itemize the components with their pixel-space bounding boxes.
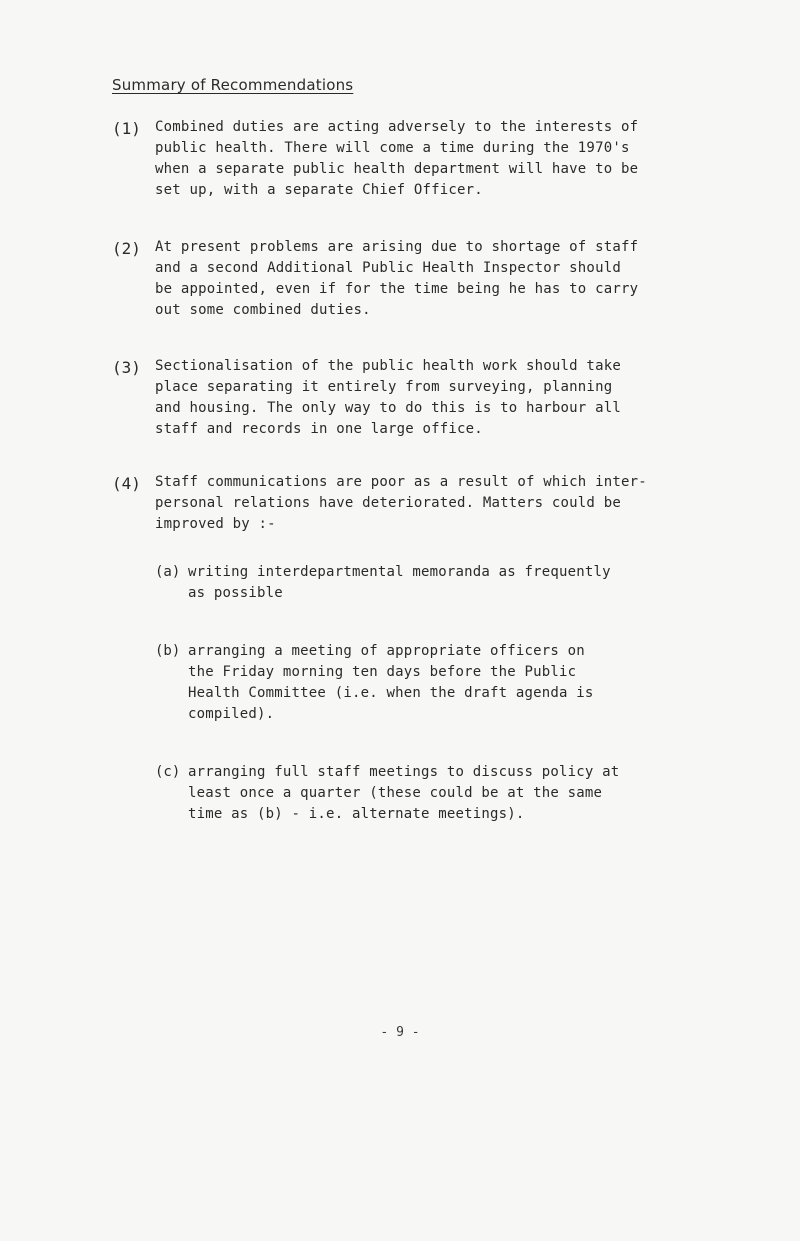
subitem-b-label: (b) [155,643,181,659]
item-4-number: (4) [112,474,141,493]
subitem-b-text: arranging a meeting of appropriate officers on the Friday morning ten days before the Public Health Committee (i.e. when the draft agenda is compiled). [188,643,594,722]
item-2-text: At present problems are arising due to shortage of staff and a second Additional Public Health Inspector should be appointed, even if for the time being he has to carry out some combined duties. [155,239,639,318]
subitem-c-label: (c) [155,764,181,780]
subitem-a-label: (a) [155,564,181,580]
item-2-number: (2) [112,239,141,258]
item-4-text: Staff communications are poor as a result of which inter- personal relations have deteriorated. Matters could be improved by :- [155,474,647,532]
page-title: Summary of Recommendations [112,76,354,94]
item-1-number: (1) [112,119,141,138]
subitem-a-text: writing interdepartmental memoranda as frequently as possible [188,564,611,601]
subitem-c-text: arranging full staff meetings to discuss policy at least once a quarter (these could be at the same time as (b) - i.e. alternate meetings). [188,764,620,822]
item-3-number: (3) [112,358,141,377]
item-1-text: Combined duties are acting adversely to the interests of public health. There will come a time during the 1970's when a separate public health department will have to be set up, with a separate Chief Officer. [155,119,639,198]
page-number: - 9 - [380,1025,420,1040]
item-3-text: Sectionalisation of the public health work should take place separating it entirely from surveying, planning and housing. The only way to do this is to harbour all staff and records in one large office. [155,358,621,437]
